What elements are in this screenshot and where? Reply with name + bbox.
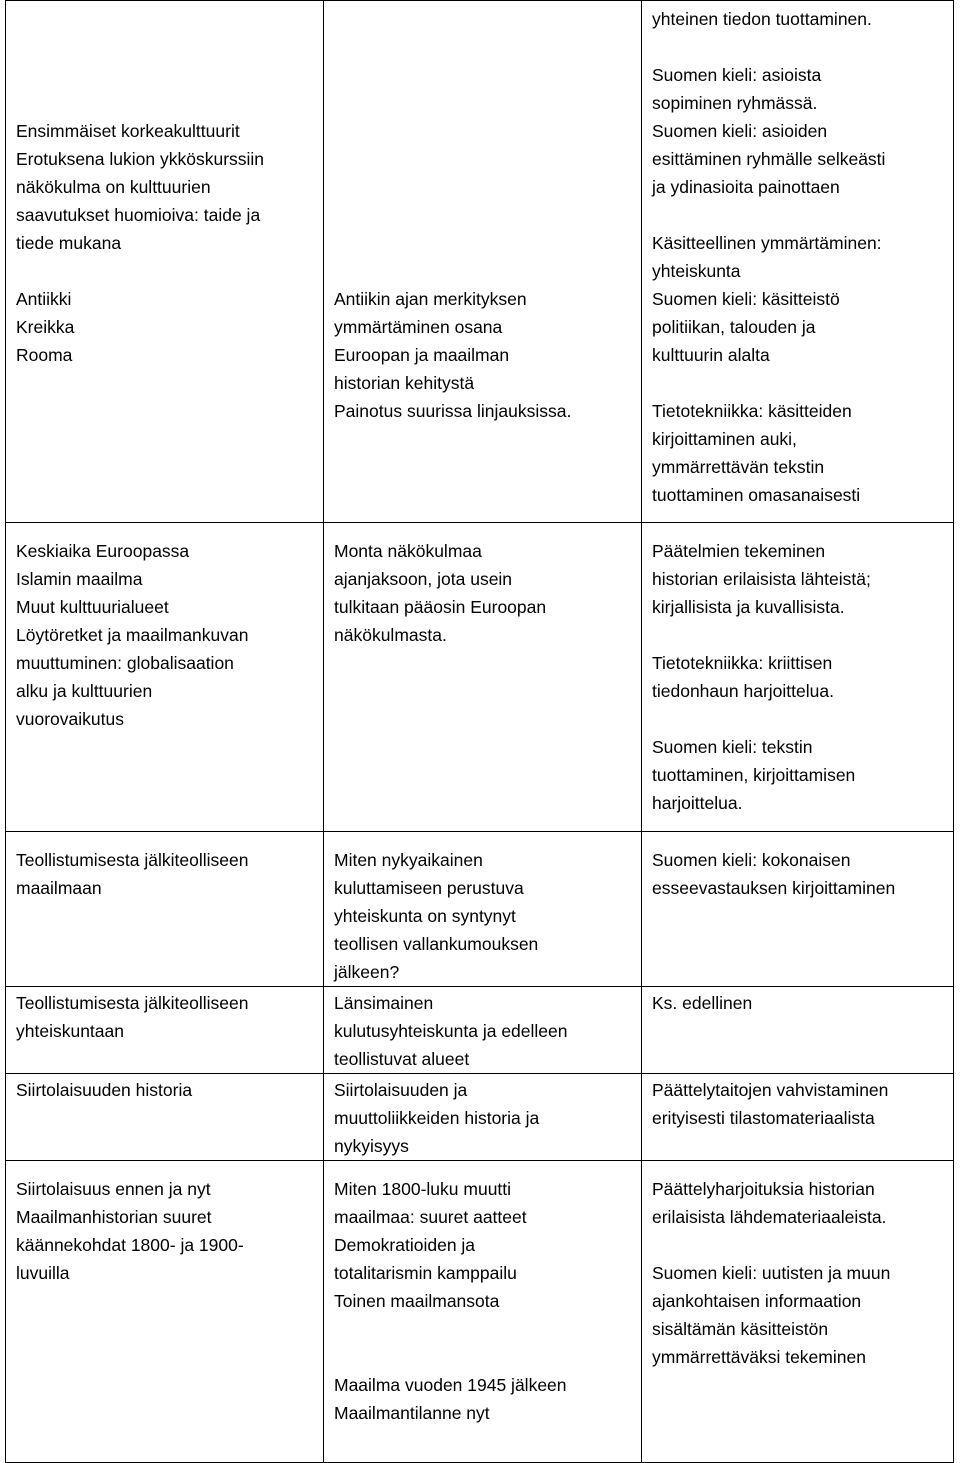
cell-text-line xyxy=(334,61,635,89)
table-cell-col2 xyxy=(324,523,642,832)
cell-text-line: nykyisyys xyxy=(334,1136,409,1156)
cell-text-line xyxy=(652,621,947,649)
cell-text-line xyxy=(652,369,947,397)
cell-text-line: maailmaa: suuret aatteet xyxy=(334,1207,527,1227)
cell-text-line: kulttuurin alalta xyxy=(652,345,770,365)
table-row xyxy=(6,1074,954,1161)
cell-text-line xyxy=(334,201,635,229)
cell-text-line: Siirtolaisuus ennen ja nyt xyxy=(16,1179,211,1199)
cell-text-line: Päättelytaitojen vahvistaminen xyxy=(652,1080,889,1100)
table-cell-col2 xyxy=(324,832,642,987)
cell-text-line: jälkeen? xyxy=(334,962,400,982)
cell-text-line: Suomen kieli: tekstin xyxy=(652,737,813,757)
cell-text-line: tiedonhaun harjoittelua. xyxy=(652,681,834,701)
cell-text-line: Islamin maailma xyxy=(16,569,143,589)
cell-text-line: totalitarismin kamppailu xyxy=(334,1263,517,1283)
table-cell-col3 xyxy=(642,832,954,987)
cell-text-line xyxy=(334,229,635,257)
table-cell-col2 xyxy=(324,1161,642,1463)
table-cell-col3 xyxy=(642,1074,954,1161)
cell-text-line: vuorovaikutus xyxy=(16,709,124,729)
cell-text-line: tiede mukana xyxy=(16,233,122,253)
table-cell-col1 xyxy=(6,1161,324,1463)
table-row xyxy=(6,1,954,523)
cell-text-line: Suomen kieli: kokonaisen xyxy=(652,850,851,870)
cell-text-line: teollistuvat alueet xyxy=(334,1049,470,1069)
cell-text-line: teollisen vallankumouksen xyxy=(334,934,539,954)
cell-text-line: ymmärrettäväksi tekeminen xyxy=(652,1347,866,1367)
cell-text-line: kuluttamiseen perustuva xyxy=(334,878,524,898)
cell-text-line: Löytöretket ja maailmankuvan xyxy=(16,625,249,645)
cell-text-line xyxy=(16,5,317,33)
cell-text-line: ajanjaksoon, jota usein xyxy=(334,569,513,589)
cell-text-line: muuttuminen: globalisaation xyxy=(16,653,234,673)
cell-text-line: Päätelmien tekeminen xyxy=(652,541,826,561)
cell-text-line: erilaisista lähdemateriaaleista. xyxy=(652,1207,887,1227)
cell-text-line xyxy=(652,1231,947,1259)
cell-text-line: Monta näkökulmaa xyxy=(334,541,482,561)
cell-text-line xyxy=(652,201,947,229)
cell-text-line xyxy=(652,705,947,733)
cell-text-line: yhteiskuntaan xyxy=(16,1021,124,1041)
cell-text-line xyxy=(16,89,317,117)
cell-text-line: Tietotekniikka: kriittisen xyxy=(652,653,833,673)
cell-text-line: kulutusyhteiskunta ja edelleen xyxy=(334,1021,568,1041)
cell-text-line xyxy=(16,257,317,285)
cell-text-line: Käsitteellinen ymmärtäminen: xyxy=(652,233,882,253)
cell-text-line: ajankohtaisen informaation xyxy=(652,1291,862,1311)
cell-text-line: tuottaminen, kirjoittamisen xyxy=(652,765,856,785)
cell-text-line: Siirtolaisuuden ja xyxy=(334,1080,468,1100)
cell-text-line xyxy=(334,89,635,117)
cell-text-line: historian erilaisista lähteistä; xyxy=(652,569,871,589)
cell-text-line: Kreikka xyxy=(16,317,75,337)
table-cell-col3 xyxy=(642,523,954,832)
cell-text-line xyxy=(334,257,635,285)
cell-text-line xyxy=(334,33,635,61)
cell-text-line: Demokratioiden ja xyxy=(334,1235,476,1255)
cell-text-line: sisältämän käsitteistön xyxy=(652,1319,829,1339)
cell-text-line: ja ydinasioita painottaen xyxy=(652,177,840,197)
cell-text-line: kirjallisista ja kuvallisista. xyxy=(652,597,845,617)
cell-text-line: kirjoittaminen auki, xyxy=(652,429,797,449)
cell-text-line: Miten nykyaikainen xyxy=(334,850,483,870)
table-cell-col2 xyxy=(324,987,642,1074)
cell-text-line: ymmärrettävän tekstin xyxy=(652,457,825,477)
table-cell-col1 xyxy=(6,1074,324,1161)
cell-text-line: Antiikki xyxy=(16,289,72,309)
table-cell-col3 xyxy=(642,1,954,523)
cell-text-line: näkökulma on kulttuurien xyxy=(16,177,211,197)
cell-text-line: harjoittelua. xyxy=(652,793,743,813)
table-cell-col2 xyxy=(324,1074,642,1161)
cell-text-line: tulkitaan pääosin Euroopan xyxy=(334,597,547,617)
cell-text-line: luvuilla xyxy=(16,1263,70,1283)
cell-text-line: Länsimainen xyxy=(334,993,434,1013)
cell-text-line: Teollistumisesta jälkiteolliseen xyxy=(16,993,249,1013)
cell-text-line: Toinen maailmansota xyxy=(334,1291,500,1311)
cell-text-line xyxy=(16,61,317,89)
cell-text-line: Maailmantilanne nyt xyxy=(334,1403,490,1423)
table-cell-col3 xyxy=(642,987,954,1074)
cell-text-line xyxy=(334,173,635,201)
cell-text-line: Keskiaika Euroopassa xyxy=(16,541,190,561)
cell-text-line: tuottaminen omasanaisesti xyxy=(652,485,861,505)
cell-text-line: Teollistumisesta jälkiteolliseen xyxy=(16,850,249,870)
cell-text-line: yhteiskunta on syntynyt xyxy=(334,906,516,926)
cell-text-line: muuttoliikkeiden historia ja xyxy=(334,1108,540,1128)
cell-text-line: Suomen kieli: käsitteistö xyxy=(652,289,840,309)
table-cell-col1 xyxy=(6,523,324,832)
table-row xyxy=(6,523,954,832)
cell-text-line: Maailma vuoden 1945 jälkeen xyxy=(334,1375,567,1395)
cell-text-line: yhteiskunta xyxy=(652,261,741,281)
cell-text-line: Ks. edellinen xyxy=(652,993,753,1013)
cell-text-line: maailmaan xyxy=(16,878,102,898)
cell-text-line: erityisesti tilastomateriaalista xyxy=(652,1108,875,1128)
cell-text-line: näkökulmasta. xyxy=(334,625,447,645)
cell-text-line xyxy=(652,33,947,61)
cell-text-line xyxy=(334,1315,635,1343)
cell-text-line: historian kehitystä xyxy=(334,373,475,393)
cell-text-line: saavutukset huomioiva: taide ja xyxy=(16,205,261,225)
cell-text-line: politiikan, talouden ja xyxy=(652,317,816,337)
cell-text-line: Maailmanhistorian suuret xyxy=(16,1207,212,1227)
table-body xyxy=(6,1,954,1463)
cell-text-line: sopiminen ryhmässä. xyxy=(652,93,818,113)
cell-text-line: Suomen kieli: asioista xyxy=(652,65,822,85)
cell-text-line: Ensimmäiset korkeakulttuurit xyxy=(16,121,240,141)
cell-text-line xyxy=(16,33,317,61)
table-cell-col1 xyxy=(6,1,324,523)
cell-text-line: esseevastauksen kirjoittaminen xyxy=(652,878,896,898)
cell-text-line: Antiikin ajan merkityksen xyxy=(334,289,527,309)
cell-text-line xyxy=(334,1343,635,1371)
cell-text-line: esittäminen ryhmälle selkeästi xyxy=(652,149,886,169)
cell-text-line: Euroopan ja maailman xyxy=(334,345,510,365)
table-cell-col3 xyxy=(642,1161,954,1463)
table-cell-col2 xyxy=(324,1,642,523)
cell-text-line: alku ja kulttuurien xyxy=(16,681,153,701)
curriculum-table xyxy=(5,0,954,1463)
table-row xyxy=(6,1161,954,1463)
cell-text-line xyxy=(334,5,635,33)
table-row xyxy=(6,987,954,1074)
cell-text-line: Muut kulttuurialueet xyxy=(16,597,169,617)
cell-text-line: Painotus suurissa linjauksissa. xyxy=(334,401,572,421)
cell-text-line: Päättelyharjoituksia historian xyxy=(652,1179,875,1199)
table-cell-col1 xyxy=(6,987,324,1074)
table-row xyxy=(6,832,954,987)
cell-text-line: Tietotekniikka: käsitteiden xyxy=(652,401,852,421)
cell-text-line: Erotuksena lukion ykköskurssiin xyxy=(16,149,265,169)
cell-text-line: yhteinen tiedon tuottaminen. xyxy=(652,9,872,29)
cell-text-line: Suomen kieli: uutisten ja muun xyxy=(652,1263,891,1283)
table-cell-col1 xyxy=(6,832,324,987)
cell-text-line: käännekohdat 1800- ja 1900- xyxy=(16,1235,244,1255)
cell-text-line: ymmärtäminen osana xyxy=(334,317,503,337)
cell-text-line: Siirtolaisuuden historia xyxy=(16,1080,193,1100)
cell-text-line xyxy=(334,117,635,145)
cell-text-line: Suomen kieli: asioiden xyxy=(652,121,828,141)
cell-text-line: Miten 1800-luku muutti xyxy=(334,1179,512,1199)
cell-text-line: Rooma xyxy=(16,345,73,365)
cell-text-line xyxy=(334,145,635,173)
